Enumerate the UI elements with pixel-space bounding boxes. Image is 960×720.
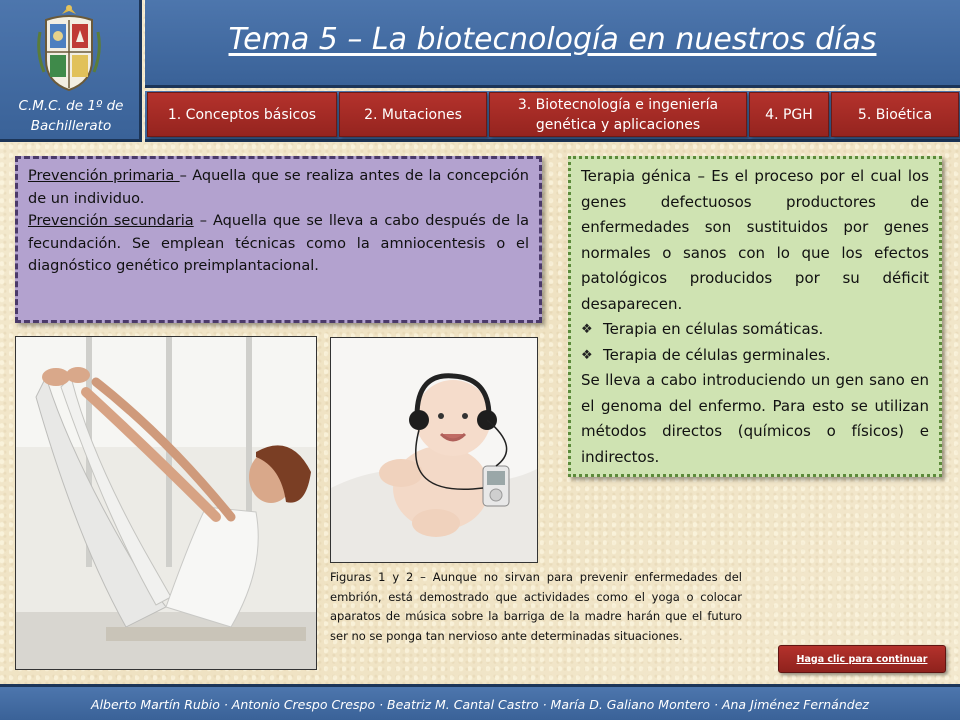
prevention-box	[15, 156, 542, 323]
primary-prevention-term: Prevención primaria	[28, 168, 180, 184]
gene-therapy-intro: Terapia génica – Es el proceso por el cual los genes defectuosos productores de enfermedades son sustituidos por genes normales o sanos con lo que los efectos patológicos producidos por su déficit desaparecen.	[581, 167, 929, 313]
continue-button[interactable]: Haga clic para continuar	[778, 645, 946, 673]
school-label: C.M.C. de 1º de Bachillerato	[18, 98, 124, 134]
primary-prevention-text: – Aquella que se realiza antes de la concepción de un individuo.	[28, 168, 529, 207]
yoga-photo	[15, 336, 317, 670]
bullet-somatic: Terapia en células somáticas.	[603, 320, 824, 338]
tab-bioetica[interactable]: 5. Bioética	[831, 92, 959, 137]
tab-conceptos-basicos[interactable]: 1. Conceptos básicos	[147, 92, 337, 137]
tab-mutaciones[interactable]: 2. Mutaciones	[339, 92, 487, 137]
secondary-prevention-term: Prevención secundaria	[28, 213, 194, 229]
bullet-germinal: Terapia de células germinales.	[603, 345, 831, 364]
authors-footer: Alberto Martín Rubio · Antonio Crespo Crespo · Beatriz M. Cantal Castro · María D. Galiano Montero · Ana Jiménez Fernández	[91, 697, 869, 712]
baby-photo	[330, 337, 538, 563]
list-item	[581, 343, 929, 369]
diamond-bullet-icon: ❖	[581, 322, 593, 337]
tab-biotecnologia[interactable]: 3. Biotecnología e ingeniería genética y aplicaciones	[489, 92, 747, 137]
list-item	[581, 317, 929, 343]
page-title: Tema 5 – La biotecnología en nuestros días	[228, 22, 877, 57]
secondary-prevention-text: – Aquella que se lleva a cabo después de la fecundación. Se emplean técnicas como la amniocentesis o el diagnóstico genético preimplantacional.	[28, 213, 529, 274]
gene-therapy-box	[568, 156, 942, 477]
school-crest-icon	[36, 2, 102, 94]
tab-pgh[interactable]: 4. PGH	[749, 92, 829, 137]
figure-caption: Figuras 1 y 2 – Aunque no sirvan para prevenir enfermedades del embrión, está demostrado que actividades como el yoga o colocar aparatos de música sobre la barriga de la madre harán que el futuro ser no se ponga tan nervioso ante determinadas situaciones.	[330, 570, 742, 643]
gene-therapy-outro: Se lleva a cabo introduciendo un gen sano en el genoma del enfermo. Para esto se utilizan métodos directos (químicos o físicos) e indirectos.	[581, 371, 929, 466]
diamond-bullet-icon: ❖	[581, 347, 593, 363]
